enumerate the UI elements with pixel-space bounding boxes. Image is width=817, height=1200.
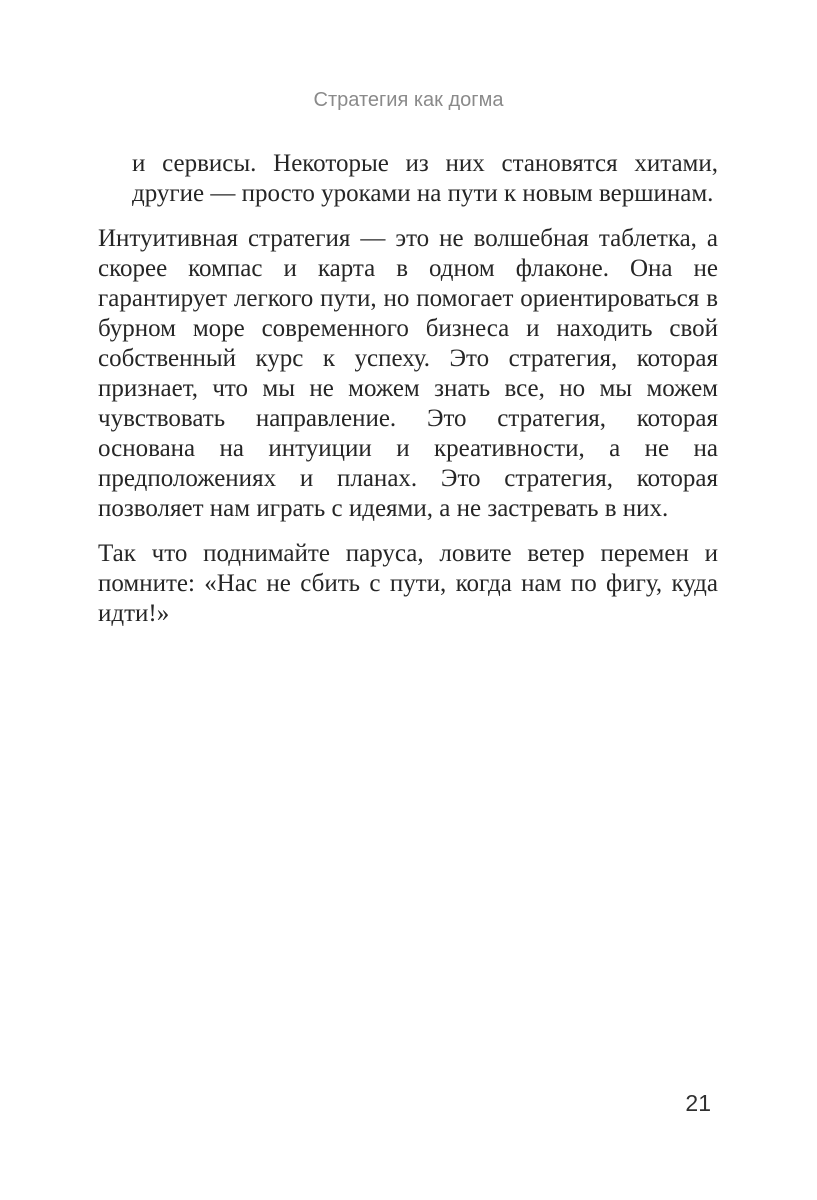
paragraph: Так что поднимайте паруса, ловите ветер перемен и помните: «Нас не сбить с пути, когда нам по фигу, куда идти!» xyxy=(98,540,718,627)
paragraph: Интуитивная стратегия — это не волшебная таблетка, а скорее компас и карта в одном флаконе. Она не гарантирует легкого пути, но помогает ориентироваться в бурном море современного бизнеса и находить свой собственный курс к успеху. Это стратегия, которая признает, что мы не можем знать все, но мы можем чувствовать направление. Это стратегия, которая основана на интуиции и креативности, а не на предположениях и планах. Это стратегия, которая позволяет нам играть с идеями, а не застревать в них. xyxy=(98,225,718,522)
page-number: 21 xyxy=(685,1090,711,1116)
paragraph-continued: и сервисы. Некоторые из них становятся хитами, другие — просто уроками на пути к новым вершинам. xyxy=(132,150,718,207)
running-head: Стратегия как догма xyxy=(313,89,504,111)
body-text-block xyxy=(98,149,718,629)
